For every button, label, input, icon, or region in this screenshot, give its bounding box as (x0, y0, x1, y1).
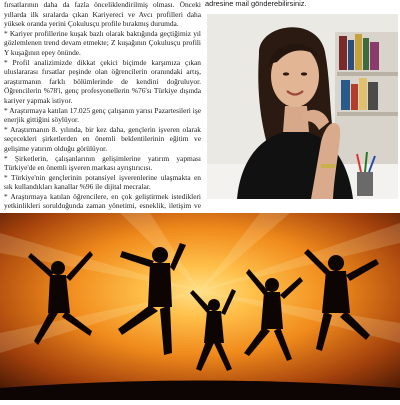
jumping-silhouettes-illustration (0, 213, 400, 400)
portrait-illustration (207, 14, 398, 199)
email-contact-text: adresine mail gönderebilirsiniz. (205, 0, 307, 8)
article-bullet: * Türkiye'nin gençlerinin potansiyel işverenlerine ulaşmakta en sık kullandıkları kanallar %96 ile dijital mecralar. (4, 172, 201, 192)
sunset-banner-photo (0, 213, 400, 400)
sidebar-column (205, 0, 400, 212)
article-bullet: * Araştırmaya katılan 17.025 genç çalışanın yarısı Pazartesileri işe enerjik gittiğini söylüyor. (4, 105, 201, 125)
article-bullet: * Araştırmaya katılan öğrencilere, en çok geliştirmek istedikleri yetkinlikleri sorulduğunda zaman yönetimi, esneklik, iletişim ve (4, 191, 201, 211)
article-paragraph: fırsatlarının daha da fazla önceliklendirilmiş olması. Önceki yıllarda ilk sıralarda çıkan Kariyereci ve Avcı profilleri daha yüksek oranda yerini Çokulusçu profile bırakmış durumda. (4, 0, 201, 29)
portrait-photo (207, 14, 398, 199)
article-bullet: * Şirketlerin, çalışanlarının gelişimlerine yatırım yapması Türkiye'de en önemli işveren markası ayrıştırıcısı. (4, 153, 201, 173)
article-text-column (4, 0, 201, 212)
article-bullet: * Araştırmanın 8. yılında, bir kez daha, gençlerin işveren olarak seçecekleri şirketlerden en önemli beklentilerinin eğitim ve gelişime yatırım olduğu görülüyor. (4, 124, 201, 153)
article-bullet: * Kariyer profillerine kuşak bazlı olarak baktığında geçtiğimiz yıl gözlemlenen trend devam etmekte; Z kuşağının Çokulusçu profili Y kuşağının epey önünde. (4, 28, 201, 57)
article-bullet: * Profil analizimizde dikkat çekici biçimde karşımıza çıkan uluslararası fırsatlar peşinde olan öğrencilerin oranındaki artış, araştırmanın farklı bölümlerinde de kendini doğruluyor. Öğrencilerin %78'i, genç profesyonellerin %76'sı Türkiye dışında kariyer yapmak istiyor. (4, 57, 201, 105)
